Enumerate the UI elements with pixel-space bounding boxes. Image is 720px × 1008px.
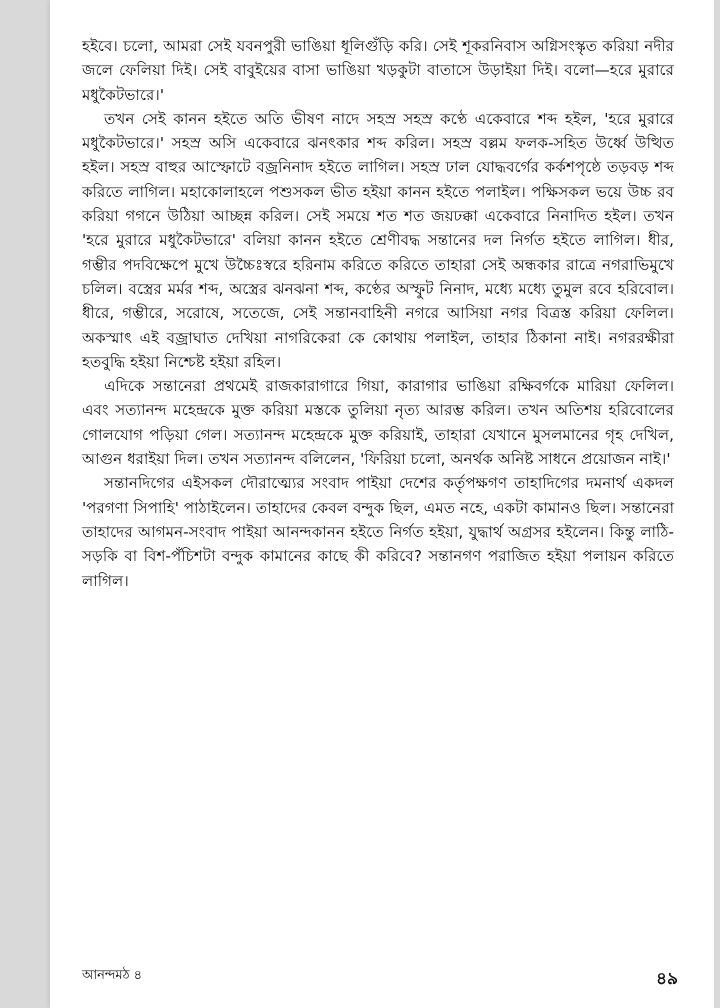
page-number: ৪৯	[655, 969, 678, 989]
book-page	[50, 0, 714, 1008]
paragraph-2: তখন সেই কানন হইতে অতি ভীষণ নাদে সহস্র সহস্র কণ্ঠে একেবারে শব্দ হইল, 'হরে মুরারে মধুকৈটভারে।' সহস্র অসি একেবারে ঝনৎকার শব্দ করিল। সহস্র বল্লম ফলক-সহিত উর্ধ্বে উত্থিত হইল। সহস্র বাহুর আস্ফোটে বজ্রনিনাদ হইতে লাগিল। সহস্র ঢাল যোদ্ধবর্গের কর্কশপৃষ্ঠে তড়বড় শব্দ করিতে লাগিল। মহাকোলাহলে পশুসকল ভীত হইয়া কানন হইতে পলাইল। পক্ষিসকল ভয়ে উচ্চ রব করিয়া গগনে উঠিয়া আচ্ছন্ন করিল। সেই সময়ে শত শত জয়ঢক্কা একেবারে নিনাদিত হইল। তখন 'হরে মুরারে মধুকৈটভারে' বলিয়া কানন হইতে শ্রেণীবদ্ধ সন্তানের দল নির্গত হইতে লাগিল। ধীর, গম্ভীর পদবিক্ষেপে মুখে উচ্চৈঃস্বরে হরিনাম করিতে করিতে তাহারা সেই অন্ধকার রাত্রে নগরাভিমুখে চলিল। বস্ত্রের মর্মর শব্দ, অস্ত্রের ঝনঝনা শব্দ, কণ্ঠের অস্ফুট নিনাদ, মধ্যে মধ্যে তুমুল রবে হরিবোল। ধীরে, গম্ভীরে, সরোষে, সতেজে, সেই সন্তানবাহিনী নগরে আসিয়া নগর বিত্রস্ত করিয়া ফেলিল। অকস্মাৎ এই বজ্রাঘাত দেখিয়া নাগরিকেরা কে কোথায় পলাইল, তাহার ঠিকানা নাই। নগররক্ষীরা হতবুদ্ধি হইয়া নিশ্চেষ্ট হইয়া রহিল।	[82, 109, 674, 371]
paragraph-3: এদিকে সন্তানেরা প্রথমেই রাজকারাগারে গিয়া, কারাগার ভাঙিয়া রক্ষিবর্গকে মারিয়া ফেলিল। এবং সত্যানন্দ মহেন্দ্রকে মুক্ত করিয়া মস্তকে তুলিয়া নৃত্য আরম্ভ করিল। তখন অতিশয় হরিবোলের গোলযোগ পড়িয়া গেল। সত্যানন্দ মহেন্দ্রকে মুক্ত করিয়াই, তাহারা যেখানে মুসলমানের গৃহ দেখিল, আগুন ধরাইয়া দিল। তখন সত্যানন্দ বলিলেন, 'ফিরিয়া চলো, অনর্থক অনিষ্ট সাধনে প্রয়োজন নাই।'	[82, 377, 674, 469]
paragraph-4: সন্তানদিগের এইসকল দৌরাত্ম্যের সংবাদ পাইয়া দেশের কর্তৃপক্ষগণ তাহাদিগের দমনার্থ একদল 'পরগণা সিপাহি' পাঠাইলেন। তাহাদের কেবল বন্দুক ছিল, এমত নহে, একটা কামানও ছিল। সন্তানেরা তাহাদের আগমন-সংবাদ পাইয়া আনন্দকানন হইতে নির্গত হইয়া, যুদ্ধার্থ অগ্রসর হইলেন। কিন্তু লাঠি-সড়কি বা বিশ-পঁচিশটা বন্দুক কামানের কাছে কী করিবে? সন্তানগণ পরাজিত হইয়া পলায়ন করিতে লাগিল।	[82, 474, 674, 590]
paragraph-1: হইবে। চলো, আমরা সেই যবনপুরী ভাঙিয়া ধূলিগুঁড়ি করি। সেই শূকরনিবাস অগ্নিসংস্কৃত করিয়া নদীর জলে ফেলিয়া দিই। সেই বাবুইয়ের বাসা ভাঙিয়া খড়কুটা বাতাসে উড়াইয়া দিই। বলো—হরে মুরারে মধুকৈটভারে।'	[82, 37, 674, 104]
body-text	[82, 34, 674, 593]
book-title-footer: আনন্দমঠ ৪	[82, 968, 143, 983]
page-footer	[82, 966, 678, 990]
